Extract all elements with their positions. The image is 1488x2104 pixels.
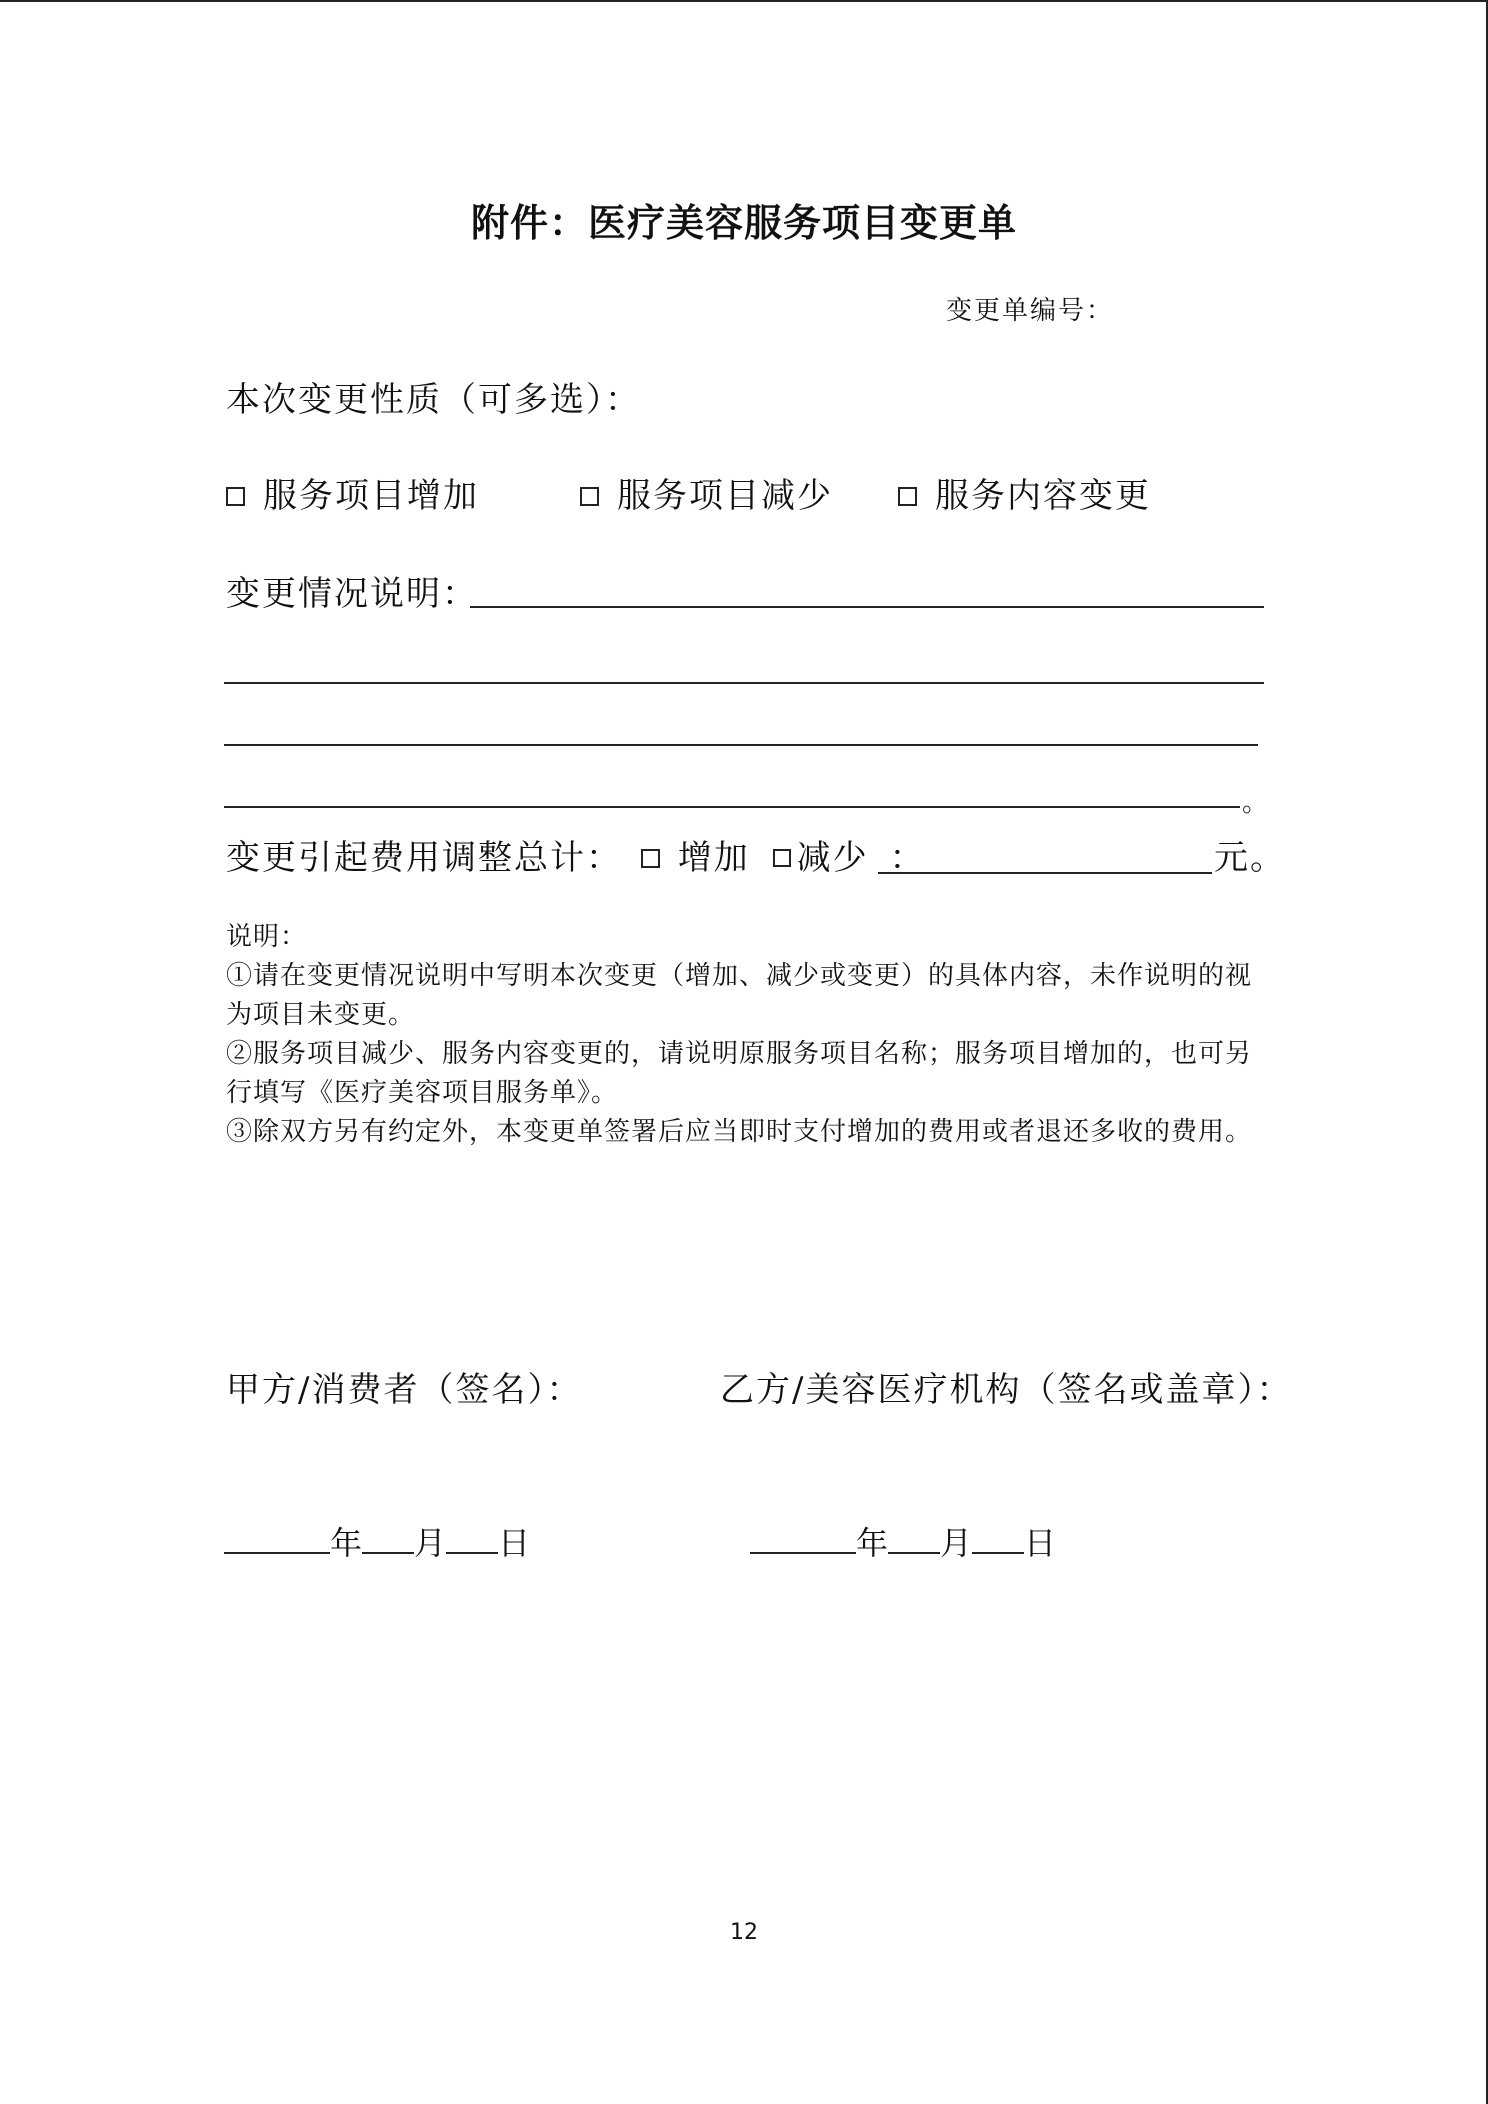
party-b-date [750, 1518, 1056, 1564]
checkbox-icon[interactable] [580, 487, 599, 506]
year-blank[interactable] [224, 1524, 330, 1554]
year-blank[interactable] [750, 1524, 856, 1554]
month-blank[interactable] [888, 1524, 940, 1554]
day-blank[interactable] [972, 1524, 1024, 1554]
notes-heading: 说明： [226, 922, 308, 952]
note-item-2: ②服务项目减少、服务内容变更的，请说明原服务项目名称；服务项目增加的，也可另行填写《医疗美容项目服务单》。 [226, 1039, 1253, 1108]
month-blank[interactable] [362, 1524, 414, 1554]
form-number-label: 变更单编号： [946, 296, 1115, 326]
document-title: 附件：医疗美容服务项目变更单 [470, 200, 1017, 245]
page-number: 12 [730, 1920, 758, 1945]
fee-unit: 元。 [1214, 838, 1286, 878]
fee-amount-line[interactable] [878, 872, 1212, 874]
party-a-date [224, 1518, 530, 1564]
option-label: 服务项目增加 [263, 476, 479, 516]
description-line-2[interactable] [224, 682, 1264, 684]
party-a-signature-label: 甲方/消费者（签名）： [226, 1370, 583, 1410]
option-service-increase[interactable] [226, 468, 479, 517]
fee-adjustment-row [226, 830, 925, 879]
option-content-change[interactable] [898, 468, 1151, 517]
change-nature-label: 本次变更性质（可多选）： [226, 380, 641, 420]
month-label: 月 [940, 1524, 973, 1562]
day-blank[interactable] [446, 1524, 498, 1554]
year-label: 年 [856, 1524, 889, 1562]
decrease-checkbox-icon[interactable] [773, 849, 791, 867]
fee-colon: ： [889, 838, 926, 878]
checkbox-icon[interactable] [898, 487, 917, 506]
decrease-label: 减少 [796, 838, 869, 878]
checkbox-icon[interactable] [226, 487, 245, 506]
end-period: 。 [1242, 788, 1269, 818]
party-b-signature-label: 乙方/美容医疗机构（签名或盖章）： [720, 1370, 1293, 1410]
description-line-3[interactable] [224, 744, 1258, 746]
increase-label: 增加 [677, 838, 750, 878]
note-item-3: ③除双方另有约定外，本变更单签署后应当即时支付增加的费用或者退还多收的费用。 [226, 1117, 1253, 1147]
month-label: 月 [414, 1524, 447, 1562]
day-label: 日 [1024, 1524, 1057, 1562]
notes-section [226, 918, 1266, 1152]
fee-adjustment-label: 变更引起费用调整总计： [226, 838, 622, 878]
description-line-1[interactable] [470, 606, 1264, 608]
description-line-4[interactable] [224, 806, 1240, 808]
year-label: 年 [330, 1524, 363, 1562]
option-label: 服务内容变更 [935, 476, 1151, 516]
increase-checkbox-icon[interactable] [641, 849, 660, 868]
option-service-decrease[interactable] [580, 468, 833, 517]
option-label: 服务项目减少 [617, 476, 833, 516]
change-description-label: 变更情况说明： [226, 574, 478, 614]
day-label: 日 [498, 1524, 531, 1562]
page-border-top [0, 0, 1488, 2]
note-item-1: ①请在变更情况说明中写明本次变更（增加、减少或变更）的具体内容，未作说明的视为项目未变更。 [226, 961, 1253, 1030]
